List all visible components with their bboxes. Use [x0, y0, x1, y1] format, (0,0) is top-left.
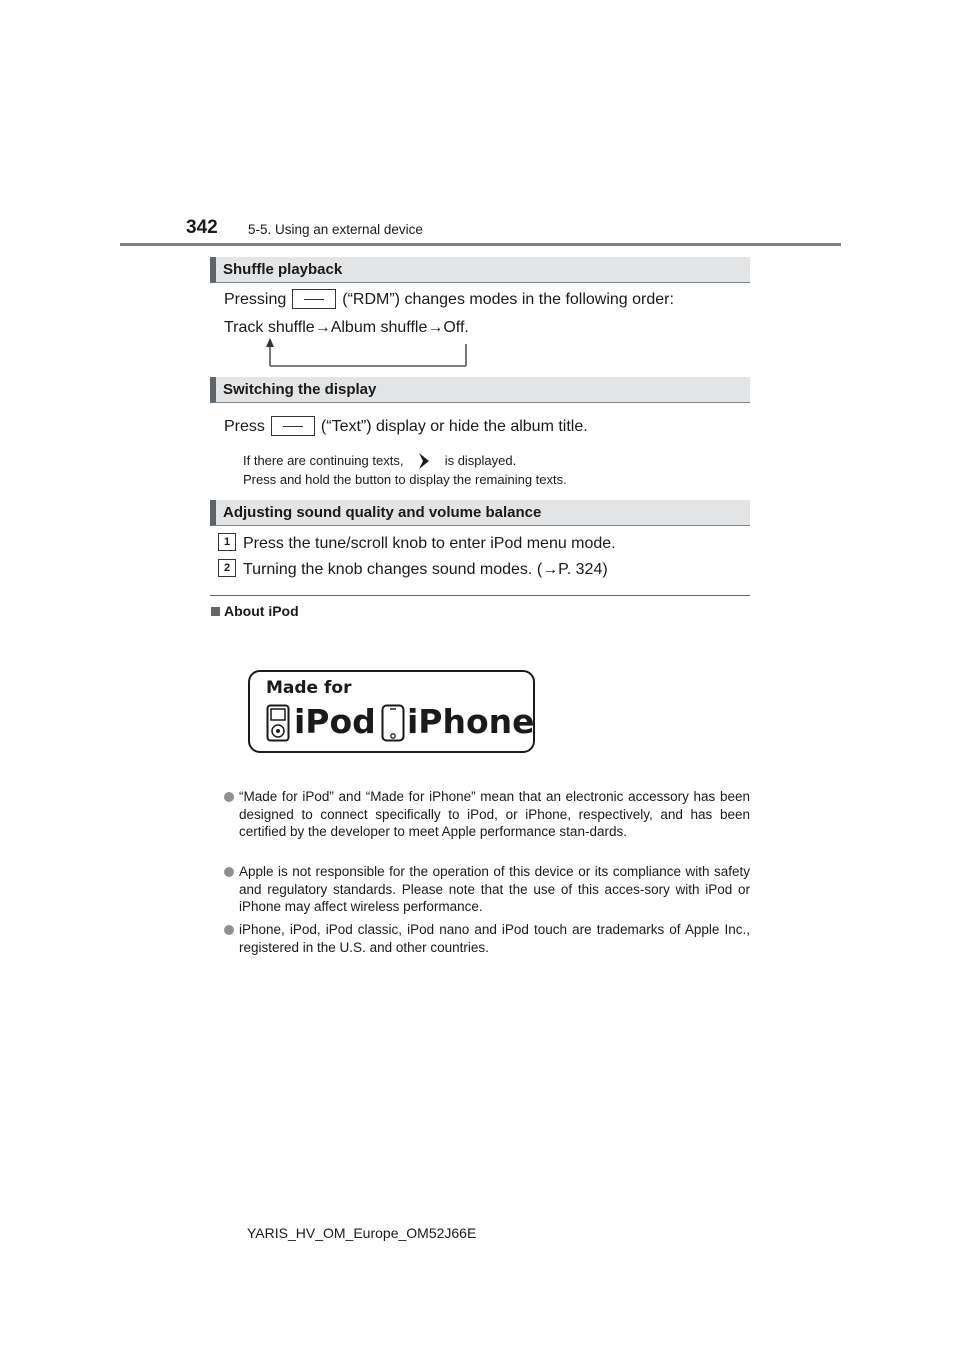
text-button-icon [271, 416, 315, 436]
hold-button-note: Press and hold the button to display the remaining texts. [243, 472, 567, 487]
bullet-text: iPhone, iPod, iPod classic, iPod nano and iPod touch are trademarks of Apple Inc., registered in the U.S. and other countries. [239, 922, 750, 955]
bullet-dot-icon [224, 792, 234, 802]
bullet-dot-icon [224, 867, 234, 877]
header-rule [120, 243, 841, 246]
shuffle-order: Track shuffle→Album shuffle→Off. [224, 319, 469, 336]
iphone-device-icon [381, 704, 405, 742]
step-2-text: Turning the knob changes sound modes. (→P. 324) [243, 561, 608, 578]
bullet-text: “Made for iPod” and “Made for iPhone” mean that an electronic accessory has been designed to connect specifically to iPod, or iPhone, respectively, and has been certified by the developer to meet Apple performance stan-dards. [239, 789, 750, 839]
display-text-post: (“Text”) display or hide the album title. [320, 418, 588, 436]
note-text-post: is displayed. [444, 453, 517, 468]
page-number: 342 [186, 217, 218, 238]
continue-arrow-icon [413, 452, 435, 470]
logo-made-for: Made for [266, 678, 352, 698]
section-heading-shuffle: Shuffle playback [210, 257, 750, 283]
step-1-text: Press the tune/scroll knob to enter iPod menu mode. [243, 535, 616, 552]
document-id-footer: YARIS_HV_OM_Europe_OM52J66E [247, 1225, 477, 1241]
step-number-2: 2 [218, 559, 236, 577]
step-number-1: 1 [218, 533, 236, 551]
running-header: 5-5. Using an external device [248, 222, 423, 237]
section-divider [210, 595, 750, 596]
display-text-pre: Press [224, 418, 265, 436]
about-ipod-heading-text: About iPod [224, 603, 299, 619]
note-text-pre: If there are continuing texts, [243, 453, 404, 468]
shuffle-instruction [224, 290, 674, 310]
section-heading-display: Switching the display [210, 377, 750, 403]
display-instruction [224, 417, 588, 437]
continuing-text-note [243, 452, 516, 470]
made-for-ipod-iphone-logo [248, 670, 535, 753]
bullet-item-compliance [224, 863, 750, 916]
logo-ipod: iPod [294, 702, 376, 741]
square-bullet-icon [211, 607, 220, 616]
bullet-dot-icon [224, 925, 234, 935]
rdm-button-icon [292, 289, 336, 309]
shuffle-cycle-arrow-icon [262, 338, 472, 368]
about-ipod-heading [211, 603, 299, 619]
bullet-text: Apple is not responsible for the operation of this device or its compliance with safety and regulatory standards. Please note that the use of this acces-sory with iPod or iPhone may affect wireless performance. [239, 864, 750, 914]
bullet-item-trademarks [224, 921, 750, 956]
logo-iphone: iPhone [407, 702, 535, 741]
section-heading-sound: Adjusting sound quality and volume balance [210, 500, 750, 526]
bullet-item-made-for [224, 788, 750, 841]
shuffle-text-pre: Pressing [224, 291, 287, 309]
ipod-device-icon [266, 704, 290, 742]
shuffle-text-post: (“RDM”) changes modes in the following order: [342, 291, 674, 309]
